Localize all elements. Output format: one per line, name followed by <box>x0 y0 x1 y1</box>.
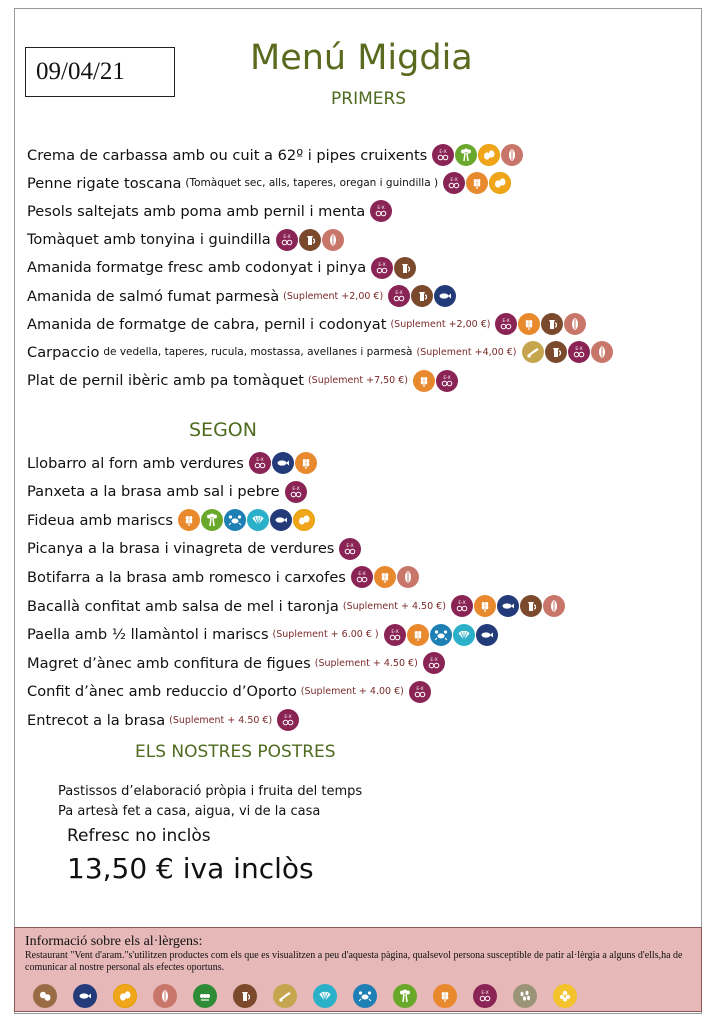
dish-row <box>27 594 566 618</box>
dish-name: Paella amb ½ llamàntol i mariscs <box>27 626 269 644</box>
dish-row <box>27 171 512 195</box>
milk-allergen-icon <box>411 285 433 307</box>
nuts-allergen-icon <box>397 566 419 588</box>
svg-text:E-X: E-X <box>416 686 424 692</box>
postres-line-1: Pastissos d’elaboració pròpia i fruita del temps <box>58 784 363 799</box>
dish-row <box>27 451 318 475</box>
lupin-allergen-icon <box>553 984 577 1008</box>
sulphites-allergen-icon <box>423 652 445 674</box>
dish-name: Entrecot a la brasa <box>27 711 166 729</box>
sulphites-allergen-icon <box>409 681 431 703</box>
celery-allergen-icon <box>393 984 417 1008</box>
segon-heading: SEGON <box>189 419 257 441</box>
dish-name: Pesols saltejats amb poma amb pernil i menta <box>27 202 366 220</box>
dish-allergens <box>451 595 566 617</box>
dish-name: Penne rigate toscana <box>27 174 182 192</box>
sulphites-allergen-icon <box>370 200 392 222</box>
crustaceans-allergen-icon <box>353 984 377 1008</box>
svg-text:E-X: E-X <box>283 234 291 240</box>
allergen-legend <box>33 984 593 1008</box>
dish-row <box>27 256 417 280</box>
dish-row <box>27 537 362 561</box>
dish-name: Picanya a la brasa i vinagreta de verdures <box>27 540 335 558</box>
sesame-allergen-icon <box>513 984 537 1008</box>
svg-text:E-X: E-X <box>291 486 300 492</box>
svg-text:E-X: E-X <box>284 715 292 721</box>
dish-allergens <box>413 370 459 392</box>
gluten-allergen-icon <box>413 370 435 392</box>
milk-allergen-icon <box>541 313 563 335</box>
dish-name: Magret d’ànec amb confitura de figues <box>27 654 311 672</box>
dish-supplement: (Suplement + 4.50 €) <box>342 600 446 612</box>
dish-supplement: (Suplement +7,50 €) <box>307 375 408 387</box>
crustaceans-allergen-icon <box>430 624 452 646</box>
nuts-allergen-icon <box>543 595 565 617</box>
dish-row <box>27 480 308 504</box>
dish-supplement: (Suplement +2,00 €) <box>283 290 384 302</box>
svg-text:E-X: E-X <box>346 543 355 549</box>
dish-name: Tomàquet amb tonyina i guindilla <box>27 231 271 249</box>
gluten-allergen-icon <box>295 452 317 474</box>
dish-name: Crema de carbassa amb ou cuit a 62º i pipes cruixents <box>27 146 428 164</box>
fish-allergen-icon <box>272 452 294 474</box>
sulphites-allergen-icon <box>568 341 590 363</box>
dish-supplement: (Suplement + 4.50 €) <box>169 714 273 726</box>
svg-text:E-X: E-X <box>574 347 583 353</box>
dish-allergens <box>423 652 446 674</box>
fish-allergen-icon <box>497 595 519 617</box>
menu-title: Menú Migdia <box>250 38 473 78</box>
nuts-allergen-icon <box>564 313 586 335</box>
sulphites-allergen-icon <box>285 481 307 503</box>
milk-allergen-icon <box>299 229 321 251</box>
dish-supplement: (Suplement + 4.00 €) <box>300 686 404 698</box>
primers-heading: PRIMERS <box>331 89 407 109</box>
dish-row <box>27 651 446 675</box>
sulphites-allergen-icon <box>276 229 298 251</box>
svg-text:E-X: E-X <box>395 291 403 296</box>
fish-allergen-icon <box>270 509 292 531</box>
gluten-allergen-icon <box>433 984 457 1008</box>
crustaceans-allergen-icon <box>224 509 246 531</box>
allergy-info-text: Restaurant "Vent d'aram."s'utilitzen productes com els que es visualitzen a peu d'aquesta pàgina, qualsevol persona susceptible de patir al·lèrgia a alguns d'ells,ha de comunicar al nostre personal als efectes oportuns. <box>25 950 683 973</box>
date-text: 09/04/21 <box>36 58 125 85</box>
sulphites-allergen-icon <box>451 595 473 617</box>
dish-allergens <box>409 681 432 703</box>
dish-name: Amanida de salmó fumat parmesà <box>27 287 280 305</box>
svg-text:E-X: E-X <box>481 991 489 996</box>
dish-allergens <box>384 624 499 646</box>
gluten-allergen-icon <box>178 509 200 531</box>
mustard-allergen-icon <box>273 984 297 1008</box>
svg-text:E-X: E-X <box>502 319 511 325</box>
eggs-allergen-icon <box>489 172 511 194</box>
dish-name: Bacallà confitat amb salsa de mel i taronja <box>27 597 339 615</box>
nuts-allergen-icon <box>322 229 344 251</box>
dish-supplement: (Suplement + 6.00 € ) <box>272 629 379 641</box>
soy-allergen-icon <box>193 984 217 1008</box>
sulphites-allergen-icon <box>436 370 458 392</box>
dish-row <box>27 680 432 704</box>
dish-name: Amanida formatge fresc amb codonyat i pinya <box>27 259 367 277</box>
dish-allergens <box>277 709 300 731</box>
dish-allergens <box>351 566 420 588</box>
svg-text:E-X: E-X <box>443 375 451 381</box>
sulphites-allergen-icon <box>384 624 406 646</box>
sulphites-allergen-icon <box>277 709 299 731</box>
fish-allergen-icon <box>73 984 97 1008</box>
gluten-allergen-icon <box>474 595 496 617</box>
gluten-allergen-icon <box>407 624 429 646</box>
mustard-allergen-icon <box>522 341 544 363</box>
dish-row <box>27 143 524 167</box>
dish-name: Panxeta a la brasa amb sal i pebre <box>27 483 280 501</box>
svg-text:E-X: E-X <box>378 262 386 268</box>
allergy-info-title: Informació sobre els al·lèrgens: <box>25 934 203 949</box>
dish-row <box>27 369 459 393</box>
celery-allergen-icon <box>455 144 477 166</box>
dish-description: de vedella, taperes, rucula, mostassa, avellanes i parmesà <box>103 346 413 359</box>
dish-name: Botifarra a la brasa amb romesco i carxofes <box>27 568 346 586</box>
dish-allergens <box>495 313 587 335</box>
svg-text:E-X: E-X <box>377 206 385 212</box>
nuts-allergen-icon <box>153 984 177 1008</box>
sulphites-allergen-icon <box>388 285 410 307</box>
date-box <box>25 47 175 97</box>
sulphites-allergen-icon <box>339 538 361 560</box>
celery-allergen-icon <box>201 509 223 531</box>
molluscs-allergen-icon <box>313 984 337 1008</box>
dish-allergens <box>276 229 345 251</box>
dish-allergens <box>432 144 524 166</box>
dish-row <box>27 284 457 308</box>
dish-supplement: (Suplement +4,00 €) <box>416 346 517 358</box>
dish-row <box>27 228 345 252</box>
dish-allergens <box>522 341 614 363</box>
dish-row <box>27 199 393 223</box>
nuts-allergen-icon <box>501 144 523 166</box>
svg-text:E-X: E-X <box>390 629 399 635</box>
menu-price: 13,50 € iva inclòs <box>67 852 314 885</box>
sulphites-allergen-icon <box>249 452 271 474</box>
dish-row <box>27 623 499 647</box>
dish-supplement: (Suplement +2,00 €) <box>390 318 491 330</box>
dish-name: Confit d’ànec amb reduccio d’Oporto <box>27 683 297 701</box>
dish-row <box>27 565 420 589</box>
milk-allergen-icon <box>233 984 257 1008</box>
postres-line-2: Pa artesà fet a casa, aigua, vi de la casa <box>58 804 321 819</box>
sulphites-allergen-icon <box>473 984 497 1008</box>
sulphites-allergen-icon <box>495 313 517 335</box>
milk-allergen-icon <box>545 341 567 363</box>
fish-allergen-icon <box>476 624 498 646</box>
molluscs-allergen-icon <box>247 509 269 531</box>
dish-name: Llobarro al forn amb verdures <box>27 454 244 472</box>
dish-row <box>27 508 316 532</box>
eggs-allergen-icon <box>293 509 315 531</box>
eggs-allergen-icon <box>113 984 137 1008</box>
gluten-allergen-icon <box>466 172 488 194</box>
sulphites-allergen-icon <box>432 144 454 166</box>
milk-allergen-icon <box>520 595 542 617</box>
eggs-allergen-icon <box>478 144 500 166</box>
dish-allergens <box>339 538 362 560</box>
sulphites-allergen-icon <box>443 172 465 194</box>
svg-text:E-X: E-X <box>358 572 366 578</box>
svg-text:E-X: E-X <box>430 658 438 664</box>
gluten-allergen-icon <box>518 313 540 335</box>
dish-allergens <box>178 509 316 531</box>
dish-row <box>27 312 587 336</box>
sulphites-allergen-icon <box>371 257 393 279</box>
dish-allergens <box>249 452 318 474</box>
svg-text:E-X: E-X <box>450 178 458 184</box>
nuts-allergen-icon <box>591 341 613 363</box>
sulphites-allergen-icon <box>351 566 373 588</box>
refresc-note: Refresc no inclòs <box>67 826 211 846</box>
svg-text:E-X: E-X <box>439 150 447 155</box>
dish-name: Carpaccio <box>27 343 100 361</box>
dish-allergens <box>285 481 308 503</box>
dish-allergens <box>443 172 512 194</box>
postres-heading: ELS NOSTRES POSTRES <box>135 742 336 762</box>
fish-allergen-icon <box>434 285 456 307</box>
svg-text:E-X: E-X <box>256 458 264 463</box>
dish-supplement: (Suplement + 4.50 €) <box>314 657 418 669</box>
dish-allergens <box>370 200 393 222</box>
milk-allergen-icon <box>394 257 416 279</box>
molluscs-allergen-icon <box>453 624 475 646</box>
dish-allergens <box>388 285 457 307</box>
dish-name: Fideua amb mariscs <box>27 511 173 529</box>
dish-name: Amanida de formatge de cabra, pernil i codonyat <box>27 315 387 333</box>
dish-description: (Tomàquet sec, alls, taperes, oregan i guindilla ) <box>185 177 439 190</box>
gluten-allergen-icon <box>374 566 396 588</box>
svg-text:E-X: E-X <box>458 601 466 606</box>
dish-row <box>27 708 300 732</box>
dish-allergens <box>371 257 417 279</box>
dish-name: Plat de pernil ibèric amb pa tomàquet <box>27 372 304 390</box>
allergy-info-box <box>14 927 702 1012</box>
dish-row <box>27 340 614 364</box>
peanuts-allergen-icon <box>33 984 57 1008</box>
